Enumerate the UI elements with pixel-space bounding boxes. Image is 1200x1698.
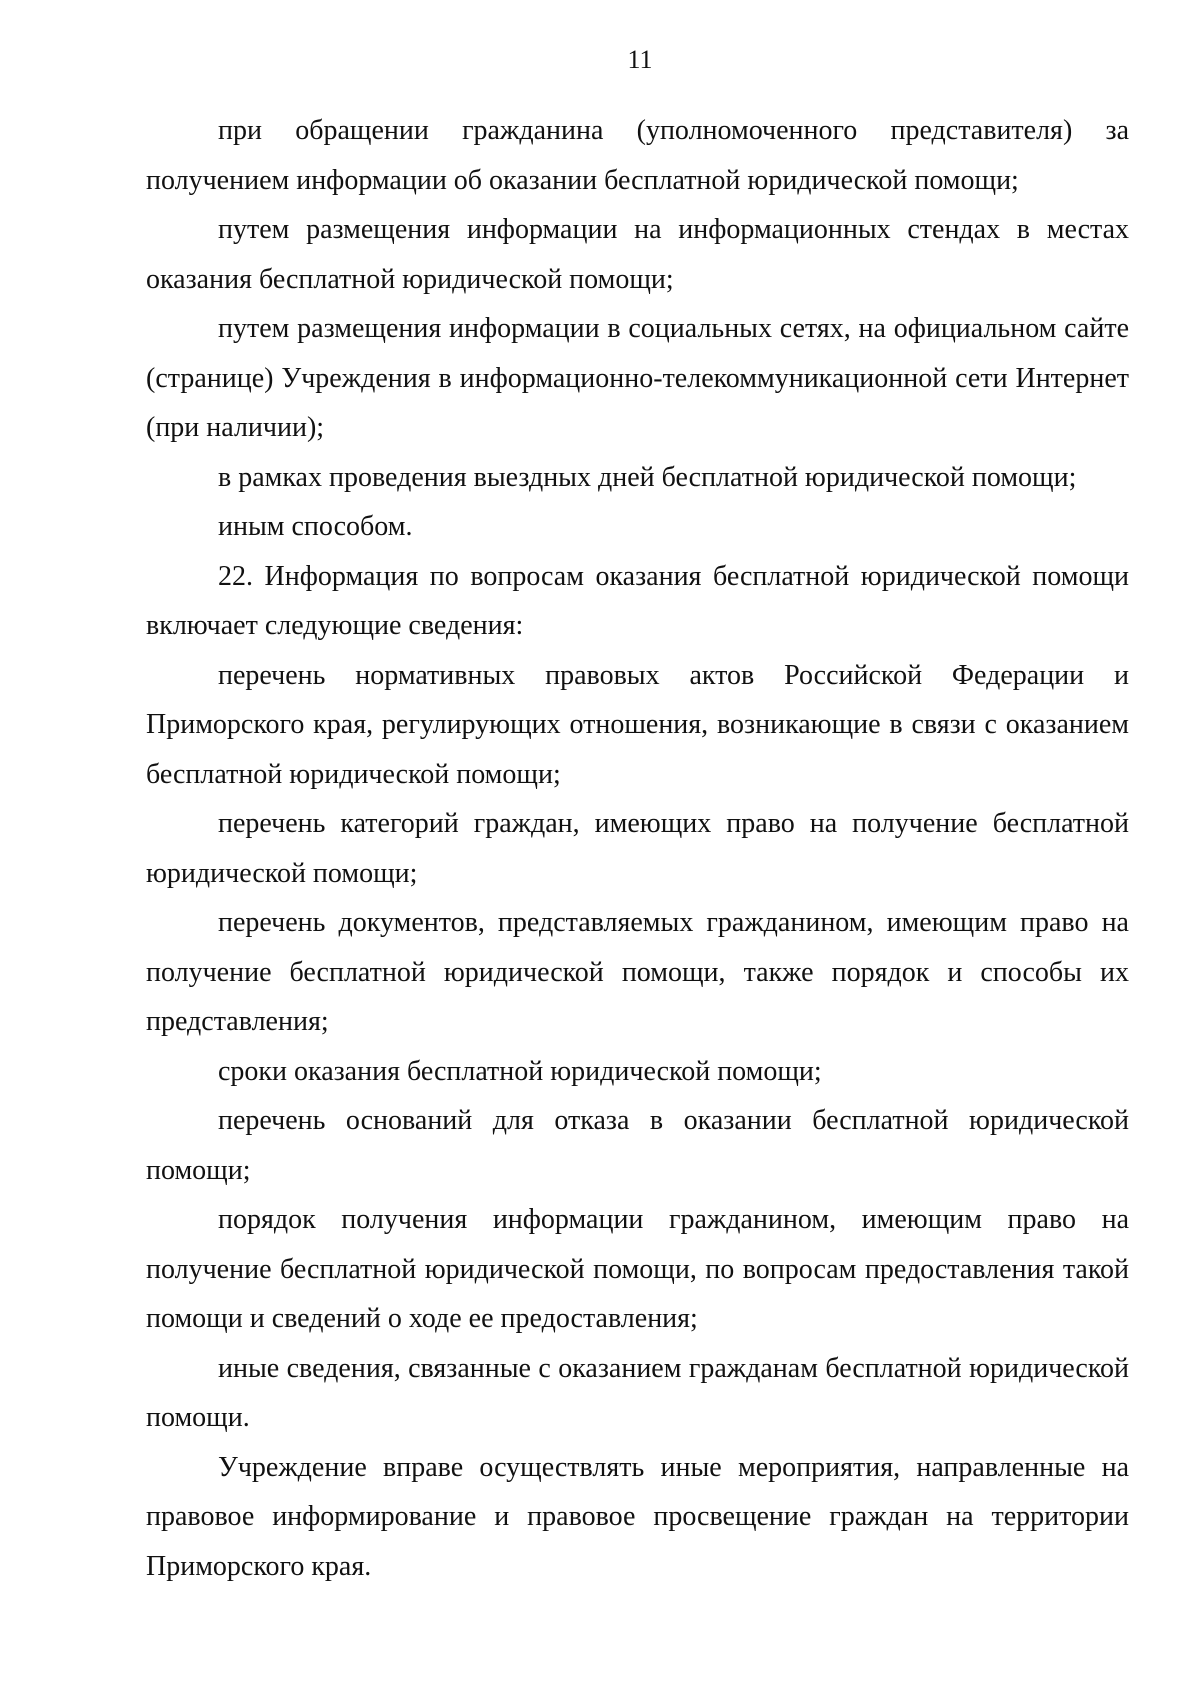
paragraph-institution-activities: Учреждение вправе осуществлять иные мероприятия, направленные на правовое информирование и правовое просвещение граждан на территории Приморского края. <box>146 1451 1129 1582</box>
document-body <box>146 106 1129 1591</box>
paragraph-social-networks: путем размещения информации в социальных сетях, на официальном сайте (странице) Учреждения в информационно-телекоммуникационной сети Интернет (при наличии); <box>146 313 1129 443</box>
paragraph-refusal-grounds: перечень оснований для отказа в оказании бесплатной юридической помощи; <box>146 1105 1129 1186</box>
paragraph-field-days: в рамках проведения выездных дней бесплатной юридической помощи; <box>218 461 1077 493</box>
paragraph-info-procedure: порядок получения информации гражданином, имеющим право на получение бесплатной юридической помощи, по вопросам предоставления такой помощи и сведений о ходе ее предоставления; <box>146 1204 1129 1334</box>
paragraph-other-info: иные сведения, связанные с оказанием гражданам бесплатной юридической помощи. <box>146 1352 1129 1433</box>
paragraph-documents-list: перечень документов, представляемых гражданином, имеющим право на получение бесплатной юридической помощи, также порядок и способы их представления; <box>146 907 1129 1037</box>
paragraph-request-by-citizen: при обращении гражданина (уполномоченного представителя) за получением информации об оказании бесплатной юридической помощи; <box>146 115 1129 196</box>
page-number: 11 <box>627 45 653 74</box>
paragraph-item-22: 22. Информация по вопросам оказания бесплатной юридической помощи включает следующие сведения: <box>146 560 1129 641</box>
paragraph-info-stands: путем размещения информации на информационных стендах в местах оказания бесплатной юридической помощи; <box>146 214 1129 295</box>
paragraph-other-way: иным способом. <box>218 511 413 542</box>
paragraph-terms: сроки оказания бесплатной юридической помощи; <box>218 1055 822 1087</box>
paragraph-legal-acts-list: перечень нормативных правовых актов Российской Федерации и Приморского края, регулирующих отношения, возникающие в связи с оказанием бесплатной юридической помощи; <box>146 659 1129 790</box>
paragraph-citizen-categories: перечень категорий граждан, имеющих право на получение бесплатной юридической помощи; <box>146 808 1129 889</box>
